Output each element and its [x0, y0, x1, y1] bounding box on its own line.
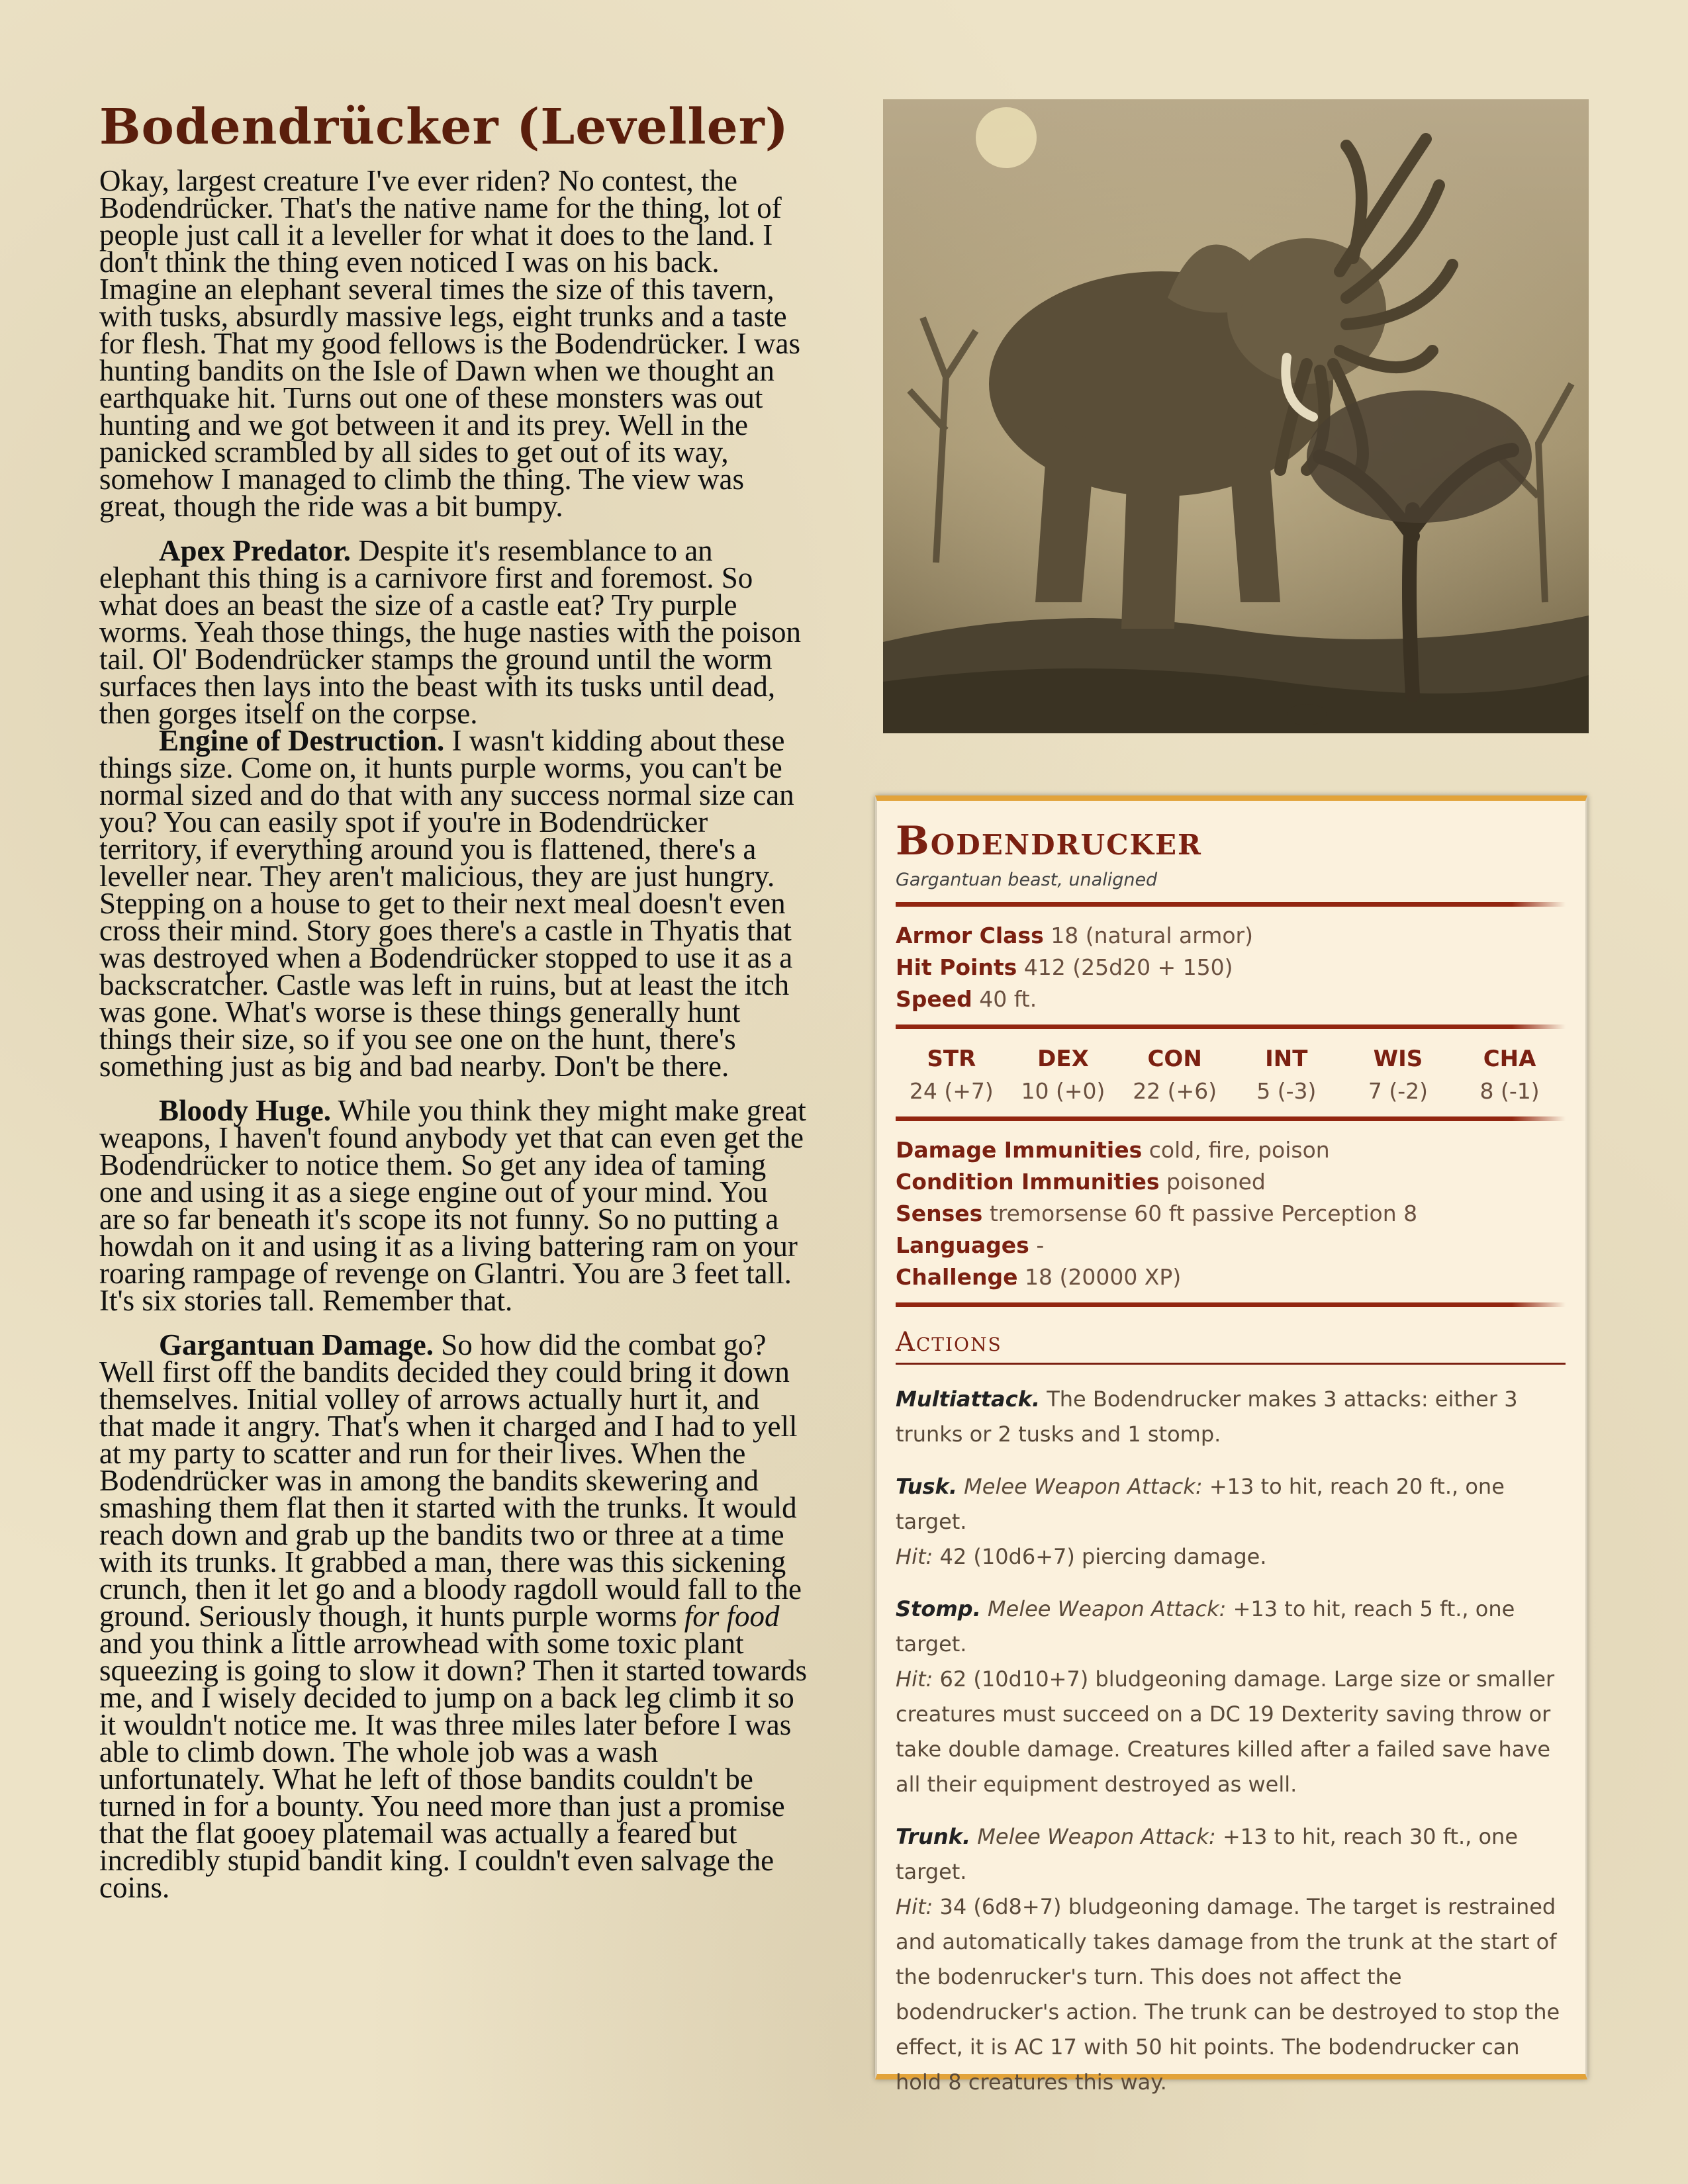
engine-of-destruction-text: I wasn't kidding about these things size. Come on, it hunts purple worms, you can't be normal sized and do that with any success normal size can you? You can easily spot if you're in Bodendrücker territory, if everything around you is flattened, there's a leveller near. They aren't malicious, they are just hungry. Stepping on a house to get to their next meal doesn't even cross their mind. Story goes there's a castle in Thyatis that was destroyed when a Bodendrücker stopped to use it as a backscratcher. Castle was left in ruins, but at least the itch was gone. What's worse is these things generally hunt things their size, so if you see one on the hunt, there's something just as big and bad nearby. Don't be there.: [99, 724, 794, 1083]
statblock-divider: [896, 902, 1566, 907]
hit-label: Hit:: [896, 1544, 933, 1569]
statblock-type: Gargantuan beast, unaligned: [896, 870, 1158, 890]
ability-value: 22 (+6): [1133, 1078, 1217, 1104]
action-name: Trunk.: [896, 1824, 971, 1849]
armor-class-line: [896, 920, 1566, 952]
apex-predator-heading: Apex Predator.: [159, 534, 351, 568]
challenge-line: [896, 1261, 1566, 1293]
gargantuan-damage-paragraph: [99, 1328, 808, 1905]
ability-value: 8 (-1): [1479, 1078, 1540, 1104]
bloody-huge-heading: Bloody Huge.: [159, 1094, 332, 1128]
speed-label: Speed: [896, 986, 972, 1012]
ability-name: CHA: [1483, 1046, 1536, 1072]
bodendrucker-illustration: [883, 99, 1589, 733]
damage-immunities-line: [896, 1134, 1566, 1166]
speed-line: [896, 983, 1566, 1015]
actions-heading: Actions: [896, 1327, 1566, 1365]
gargantuan-damage-text-2: and you think a little arrowhead with some toxic plant squeezing is going to slow it down? Then it started towards me, and I wisely decided to jump on a back leg climb it so it wouldn't notice me. It was three miles later before I was able to climb down. The whole job was a wash unfortunately. What he left of those bandits couldn't be turned in for a bounty. You need more than just a promise that the flat gooey platemail was actually a feared but incredibly stupid bandit king. I couldn't even salvage the coins.: [99, 1627, 808, 1905]
statblock-divider: [896, 1302, 1566, 1307]
ability-con: [1129, 1042, 1221, 1107]
languages-line: [896, 1230, 1566, 1261]
ability-value: 24 (+7): [909, 1078, 994, 1104]
ability-str: [905, 1042, 998, 1107]
speed-value: 40 ft.: [979, 986, 1037, 1012]
bloody-huge-paragraph: [99, 1094, 808, 1318]
action-tusk: [896, 1469, 1566, 1574]
damage-immunities-label: Damage Immunities: [896, 1137, 1143, 1163]
ability-wis: [1352, 1042, 1444, 1107]
hit-text: 62 (10d10+7) bludgeoning damage. Large size or smaller creatures must succeed on a DC 19 Dexterity saving throw or take double damage. Creatures killed after a failed save have all their equipment destroyed as well.: [896, 1666, 1555, 1797]
apex-predator-text: Despite it's resemblance to an elephant this thing is a carnivore first and foremost. So what does an beast the size of a castle eat? Try purple worms. Yeah those things, the huge nasties with the poison tail. Ol' Bodendrücker stamps the ground until the worm surfaces then lays into the beast with its tusks until dead, then gorges itself on the corpse.: [99, 534, 801, 731]
ability-name: WIS: [1373, 1046, 1423, 1072]
apex-predator-paragraph: [99, 534, 808, 731]
hit-label: Hit:: [896, 1666, 933, 1692]
ability-int: [1240, 1042, 1333, 1107]
condition-immunities-label: Condition Immunities: [896, 1169, 1160, 1195]
hit-points-line: [896, 952, 1566, 983]
statblock-name: Bodendrucker: [896, 818, 1202, 864]
action-multiattack: [896, 1382, 1566, 1452]
ability-value: 5 (-3): [1256, 1078, 1317, 1104]
hit-label: Hit:: [896, 1894, 933, 1919]
engine-of-destruction-heading: Engine of Destruction.: [159, 724, 445, 758]
action-name: Tusk.: [896, 1474, 957, 1499]
senses-label: Senses: [896, 1201, 983, 1226]
gargantuan-damage-heading: Gargantuan Damage.: [159, 1328, 434, 1362]
ability-name: INT: [1265, 1046, 1308, 1072]
condition-immunities-line: [896, 1166, 1566, 1198]
gargantuan-damage-text-1: So how did the combat go? Well first off the bandits decided they could bring it down themselves. Initial volley of arrows actually hurt it, and that made it angry. That's when it charged and I had to yell at my party to scatter and run for their lives. When the Bodendrücker was in among the bandits skewering and smashing them flat then it started with the trunks. It would reach down and grab up the bandits two or three at a time with its trunks. It grabbed a man, there was this sickening crunch, then it let go and a bloody ragdoll would fall to the ground. Seriously though, it hunts purple worms: [99, 1328, 802, 1633]
attack-text: +13 to hit, reach 30 ft., one target.: [896, 1824, 1519, 1884]
senses-value: tremorsense 60 ft passive Perception 8: [989, 1201, 1418, 1226]
page-title: Bodendrücker (Leveller): [99, 99, 789, 156]
ability-name: CON: [1147, 1046, 1202, 1072]
hit-points-label: Hit Points: [896, 954, 1017, 980]
hit-text: 42 (10d6+7) piercing damage.: [933, 1544, 1267, 1569]
languages-label: Languages: [896, 1232, 1029, 1258]
senses-line: [896, 1198, 1566, 1230]
attack-text: +13 to hit, reach 20 ft., one target.: [896, 1474, 1505, 1534]
attack-type: Melee Weapon Attack:: [970, 1824, 1216, 1849]
action-text: The Bodendrucker makes 3 attacks: either 3 trunks or 2 tusks and 1 stomp.: [896, 1387, 1518, 1447]
action-trunk: [896, 1819, 1566, 2100]
hit-points-value: 412 (25d20 + 150): [1023, 954, 1233, 980]
attack-type: Melee Weapon Attack:: [957, 1474, 1203, 1499]
lore-column: [99, 99, 808, 1919]
armor-class-label: Armor Class: [896, 923, 1044, 948]
action-name: Stomp.: [896, 1596, 981, 1621]
hit-text: 34 (6d8+7) bludgeoning damage. The target is restrained and automatically takes damage from the trunk at the start of the bodenrucker's turn. This does not affect the bodendrucker's action. The trunk can be destroyed to stop the effect, it is AC 17 with 50 hit points. The bodendrucker can hold 8 creatures this way.: [896, 1894, 1560, 2095]
gargantuan-damage-italic: for food: [684, 1600, 780, 1633]
statblock-divider: [896, 1116, 1566, 1121]
attack-type: Melee Weapon Attack:: [980, 1596, 1227, 1621]
ability-name: STR: [927, 1046, 976, 1072]
statblock-divider: [896, 1024, 1566, 1029]
challenge-value: 18 (20000 XP): [1024, 1264, 1182, 1290]
ability-cha: [1464, 1042, 1556, 1107]
intro-paragraph: Okay, largest creature I've ever riden? No contest, the Bodendrücker. That's the native name for the thing, lot of people just call it a leveller for what it does to the land. I don't think the thing even noticed I was on his back. Imagine an elephant several times the size of this tavern, with tusks, absurdly massive legs, eight trunks and a taste for flesh. That my good fellows is the Bodendrücker. I was hunting bandits on the Isle of Dawn when we thought an earthquake hit. Turns out one of these monsters was out hunting and we got between it and its prey. Well in the panicked scrambled by all sides to get out of its way, somehow I managed to climb the thing. The view was great, though the ride was a bit bumpy.: [99, 164, 800, 523]
challenge-label: Challenge: [896, 1264, 1018, 1290]
action-name: Multiattack.: [896, 1387, 1041, 1412]
armor-class-value: 18 (natural armor): [1051, 923, 1254, 948]
ability-dex: [1017, 1042, 1109, 1107]
engine-of-destruction-paragraph: [99, 724, 808, 1083]
ability-name: DEX: [1037, 1046, 1089, 1072]
bloody-huge-text: While you think they might make great weapons, I haven't found anybody yet that can even get the Bodendrücker to notice them. So get any idea of taming one and using it as a siege engine out of your mind. You are so far beneath it's scope its not funny. So no putting a howdah on it and using it as a living battering ram on your roaring rampage of revenge on Glantri. You are 3 feet tall. It's six stories tall. Remember that.: [99, 1094, 806, 1318]
action-stomp: [896, 1592, 1566, 1802]
condition-immunities-value: poisoned: [1166, 1169, 1266, 1195]
ability-scores: [896, 1042, 1566, 1107]
damage-immunities-value: cold, fire, poison: [1149, 1137, 1330, 1163]
ability-value: 7 (-2): [1368, 1078, 1429, 1104]
languages-value: -: [1036, 1232, 1045, 1258]
stat-block: [875, 796, 1587, 2095]
attack-text: +13 to hit, reach 5 ft., one target.: [896, 1596, 1515, 1657]
ability-value: 10 (+0): [1021, 1078, 1105, 1104]
